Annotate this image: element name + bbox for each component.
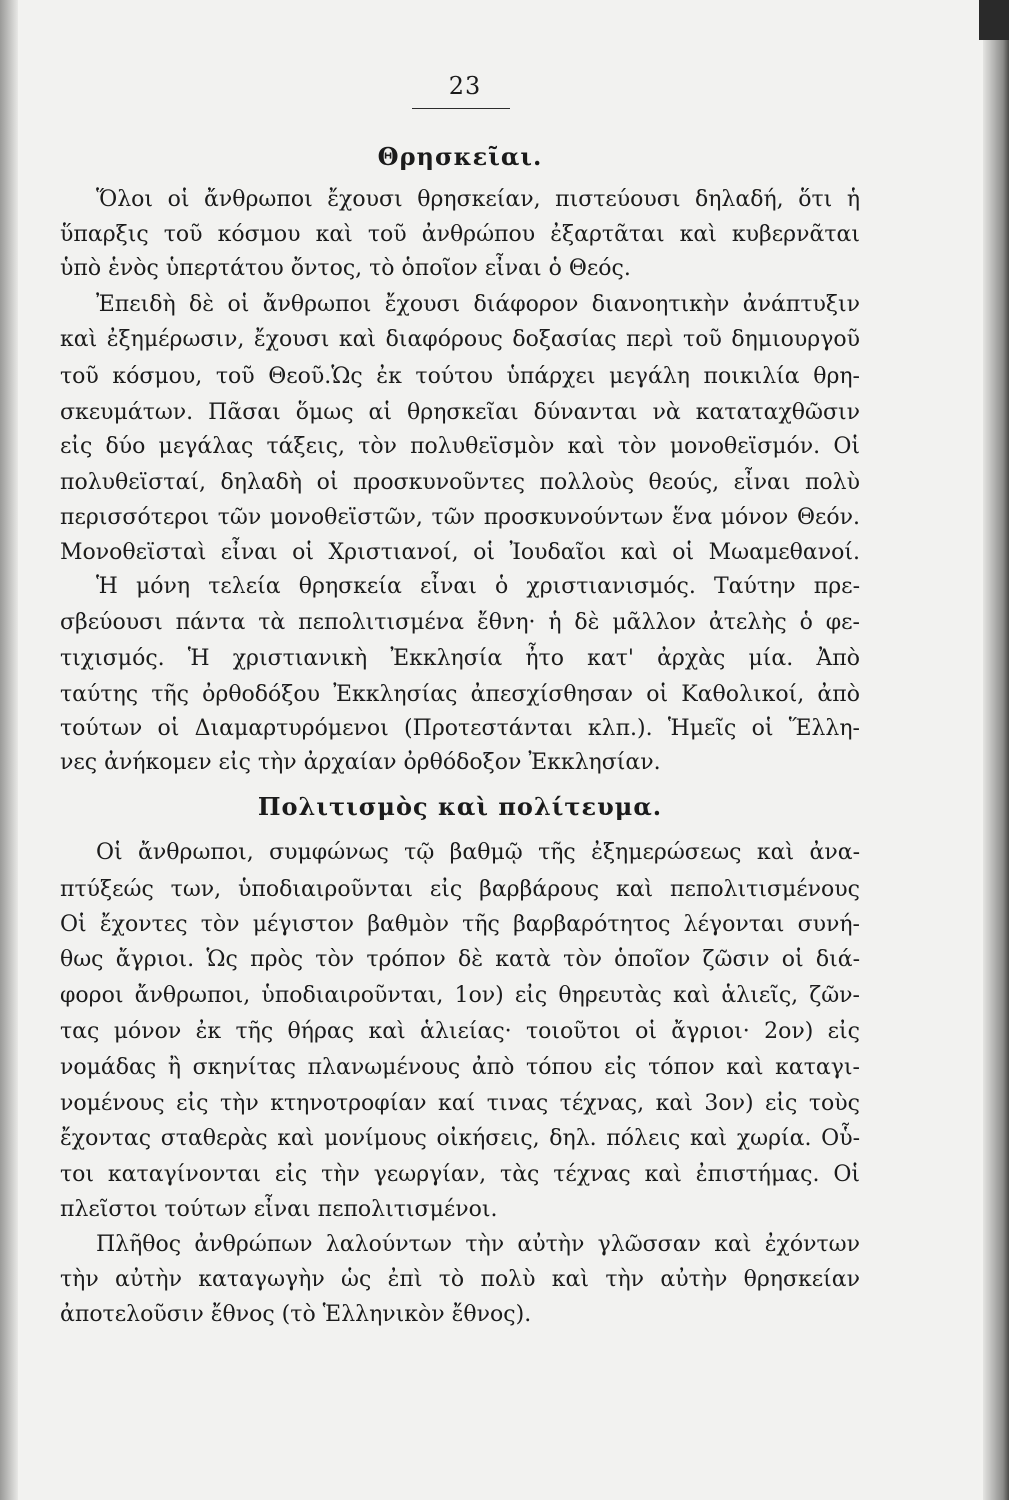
text-line: εἰς δύο μεγάλας τάξεις, τὸν πολυθεϊσμὸν καὶ τὸν μονοθεϊσμόν. Οἱ	[60, 434, 860, 459]
text-line: τοι καταγίνονται εἰς τὴν γεωργίαν, τὰς τέχνας καὶ ἐπιστήμας. Οἱ	[60, 1162, 860, 1187]
text-line: Πλῆθος ἀνθρώπων λαλούντων τὴν αὐτὴν γλῶσσαν καὶ ἐχόντων	[96, 1232, 860, 1257]
text-line: φοροι ἄνθρωποι, ὑποδιαιροῦνται, 1ον) εἰς θηρευτὰς καὶ ἁλιεῖς, ζῶν-	[60, 983, 860, 1008]
text-line: ὕπαρξις τοῦ κόσμου καὶ τοῦ ἀνθρώπου ἐξαρτᾶται καὶ κυβερνᾶται	[60, 222, 860, 247]
text-line: τας μόνον ἐκ τῆς θήρας καὶ ἁλιείας· τοιοῦτοι οἱ ἄγριοι· 2ον) εἰς	[60, 1019, 860, 1044]
text-line: πτύξεώς των, ὑποδιαιροῦνται εἰς βαρβάρους καὶ πεπολιτισμένους	[60, 877, 860, 902]
text-line: τιχισμός. Ἡ χριστιανικὴ Ἐκκλησία ἦτο κατ' ἀρχὰς μία. Ἀπὸ	[60, 646, 860, 671]
text-line: Οἱ ἔχοντες τὸν μέγιστον βαθμὸν τῆς βαρβαρότητος λέγονται συνή-	[60, 912, 860, 937]
page-shadow-left	[0, 0, 18, 1500]
text-line: τὴν αὐτὴν καταγωγὴν ὡς ἐπὶ τὸ πολὺ καὶ τὴν αὐτὴν θρησκείαν	[60, 1267, 860, 1292]
text-line: ὑπὸ ἑνὸς ὑπερτάτου ὄντος, τὸ ὁποῖον εἶναι ὁ Θεός.	[60, 256, 631, 281]
text-line: ἔχοντας σταθερὰς καὶ μονίμους οἰκήσεις, δηλ. πόλεις καὶ χωρία. Οὗ-	[60, 1126, 860, 1151]
text-line: καὶ ἐξημέρωσιν, ἔχουσι καὶ διαφόρους δοξασίας περὶ τοῦ δημιουργοῦ	[60, 327, 860, 352]
page-shadow-right	[983, 0, 1009, 1500]
page-number: 23	[448, 72, 482, 100]
text-line: νομάδας ἢ σκηνίτας πλανωμένους ἀπὸ τόπου εἰς τόπον καὶ καταγι-	[60, 1055, 860, 1080]
text-line: Ἡ μόνη τελεία θρησκεία εἶναι ὁ χριστιανισμός. Ταύτην πρε-	[96, 574, 860, 599]
text-line: τούτων οἱ Διαμαρτυρόμενοι (Προτεστάνται κλπ.). Ἡμεῖς οἱ Ἕλλη-	[60, 716, 860, 741]
text-line: ταύτης τῆς ὀρθοδόξου Ἐκκλησίας ἀπεσχίσθησαν οἱ Καθολικοί, ἀπὸ	[60, 682, 860, 707]
text-line: σβεύουσι πάντα τὰ πεπολιτισμένα ἔθνη· ἡ δὲ μᾶλλον ἀτελὴς ὁ φε-	[60, 610, 860, 635]
text-line: Ἐπειδὴ δὲ οἱ ἄνθρωποι ἔχουσι διάφορον διανοητικὴν ἀνάπτυξιν	[96, 292, 860, 317]
text-line: θως ἄγριοι. Ὡς πρὸς τὸν τρόπον δὲ κατὰ τὸν ὁποῖον ζῶσιν οἱ διά-	[60, 947, 860, 972]
text-line: πολυθεϊσταί, δηλαδὴ οἱ προσκυνοῦντες πολλοὺς θεούς, εἶναι πολὺ	[60, 470, 860, 495]
text-line: πλεῖστοι τούτων εἶναι πεπολιτισμένοι.	[60, 1197, 498, 1222]
text-line: τοῦ κόσμου, τοῦ Θεοῦ.Ὡς ἐκ τούτου ὑπάρχει μεγάλη ποικιλία θρη-	[60, 364, 860, 389]
text-line: Οἱ ἄνθρωποι, συμφώνως τῷ βαθμῷ τῆς ἐξημερώσεως καὶ ἀνα-	[96, 840, 860, 865]
text-line: Μονοθεϊσταὶ εἶναι οἱ Χριστιανοί, οἱ Ἰουδαῖοι καὶ οἱ Μωαμεθανοί.	[60, 540, 860, 565]
text-line: νομένους εἰς τὴν κτηνοτροφίαν καί τινας τέχνας, καὶ 3ον) εἰς τοὺς	[60, 1091, 860, 1116]
text-line: περισσότεροι τῶν μονοθεϊστῶν, τῶν προσκυνούντων ἕνα μόνον Θεόν.	[60, 505, 860, 530]
text-line: σκευμάτων. Πᾶσαι ὅμως αἱ θρησκεῖαι δύνανται νὰ καταταχθῶσιν	[60, 400, 860, 425]
page-number-rule	[412, 108, 510, 109]
text-line: ἀποτελοῦσιν ἔθνος (τὸ Ἑλληνικὸν ἔθνος).	[60, 1302, 532, 1327]
page-corner	[979, 0, 1009, 40]
section-heading-civilization: Πολιτισμὸς καὶ πολίτευμα.	[257, 792, 663, 821]
text-line: Ὅλοι οἱ ἄνθρωποι ἔχουσι θρησκείαν, πιστεύουσι δηλαδή, ὅτι ἡ	[96, 187, 860, 212]
section-heading-religions: Θρησκεῖαι.	[377, 142, 543, 171]
text-line: νες ἀνήκομεν εἰς τὴν ἀρχαίαν ὀρθόδοξον Ἐκκλησίαν.	[60, 750, 661, 775]
